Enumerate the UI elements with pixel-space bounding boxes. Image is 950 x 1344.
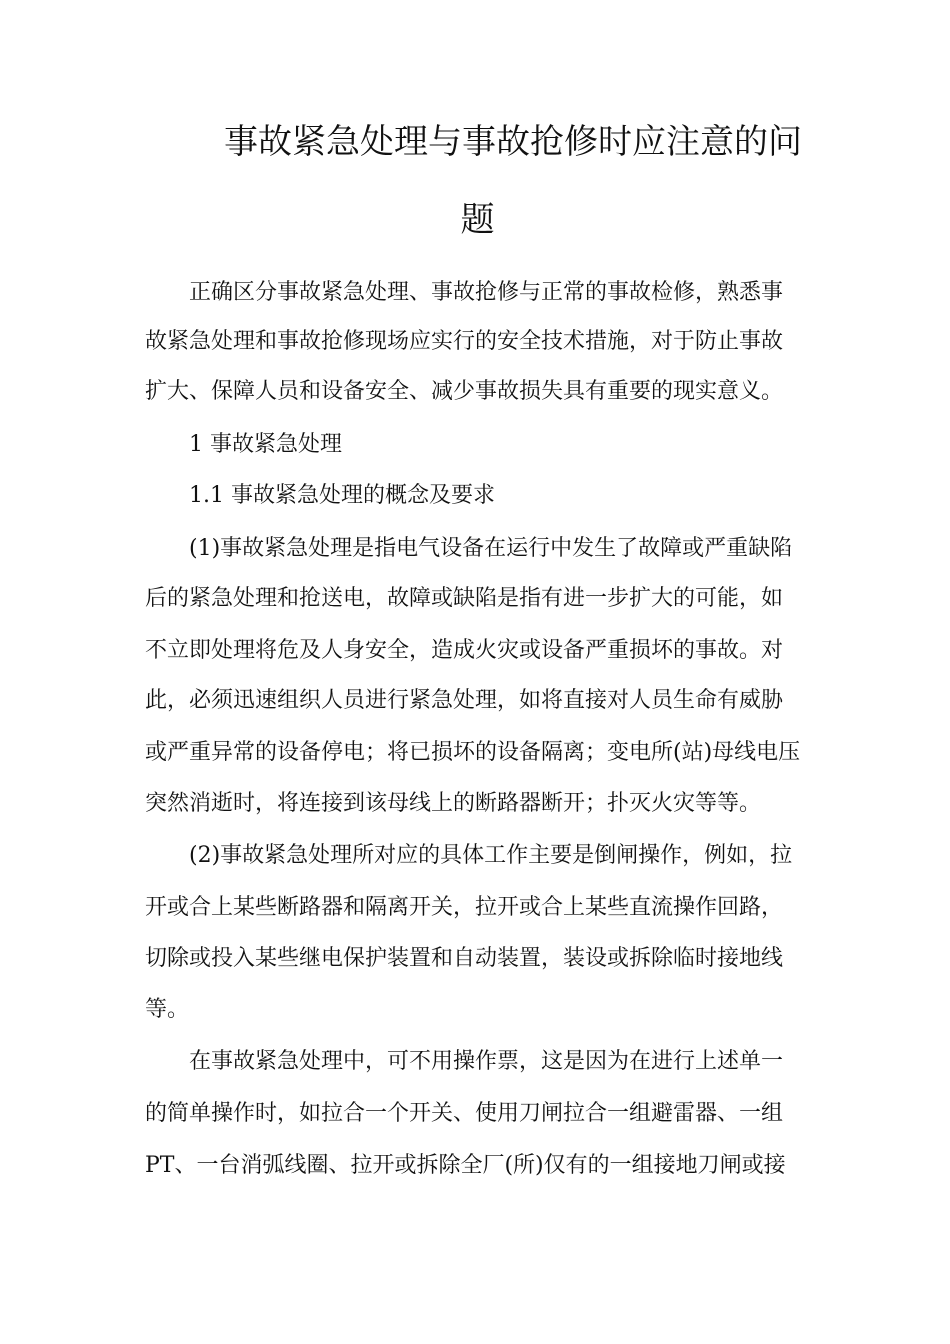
paragraph-1-line-6: 突然消逝时，将连接到该母线上的断路器断开；扑灭火灾等等。 <box>145 791 762 816</box>
paragraph-intro-line-3: 扩大、保障人员和设备安全、减少事故损失具有重要的现实意义。 <box>145 379 784 404</box>
paragraph-1-line-1: (1)事故紧急处理是指电气设备在运行中发生了故障或严重缺陷 <box>189 536 793 561</box>
paragraph-2-line-2: 开或合上某些断路器和隔离开关，拉开或合上某些直流操作回路， <box>145 895 784 920</box>
document-title-line-2: 题 <box>460 200 495 240</box>
document-title-line-1: 事故紧急处理与事故抢修时应注意的问 <box>224 122 802 162</box>
section-heading-1: 1 事故紧急处理 <box>189 432 342 457</box>
paragraph-1-line-3: 不立即处理将危及人身安全，造成火灾或设备严重损坏的事故。对 <box>145 638 784 663</box>
paragraph-2-line-3: 切除或投入某些继电保护装置和自动装置，装设或拆除临时接地线 <box>145 946 784 971</box>
paragraph-intro-line-1: 正确区分事故紧急处理、事故抢修与正常的事故检修，熟悉事 <box>189 280 784 305</box>
subsection-heading-1-1: 1.1 事故紧急处理的概念及要求 <box>189 483 495 508</box>
paragraph-intro-line-2: 故紧急处理和事故抢修现场应实行的安全技术措施，对于防止事故 <box>145 329 784 354</box>
paragraph-1-line-2: 后的紧急处理和抢送电，故障或缺陷是指有进一步扩大的可能，如 <box>145 586 784 611</box>
paragraph-3-line-1: 在事故紧急处理中，可不用操作票，这是因为在进行上述单一 <box>189 1049 784 1074</box>
paragraph-2-line-4: 等。 <box>145 997 190 1022</box>
paragraph-3-line-3: PT、一台消弧线圈、拉开或拆除全厂(所)仅有的一组接地刀闸或接 <box>145 1153 786 1178</box>
paragraph-1-line-5: 或严重异常的设备停电；将已损坏的设备隔离；变电所(站)母线电压 <box>145 740 801 765</box>
paragraph-3-line-2: 的简单操作时，如拉合一个开关、使用刀闸拉合一组避雷器、一组 <box>145 1101 784 1126</box>
paragraph-1-line-4: 此，必须迅速组织人员进行紧急处理，如将直接对人员生命有威胁 <box>145 688 784 713</box>
paragraph-2-line-1: (2)事故紧急处理所对应的具体工作主要是倒闸操作，例如，拉 <box>189 843 793 868</box>
